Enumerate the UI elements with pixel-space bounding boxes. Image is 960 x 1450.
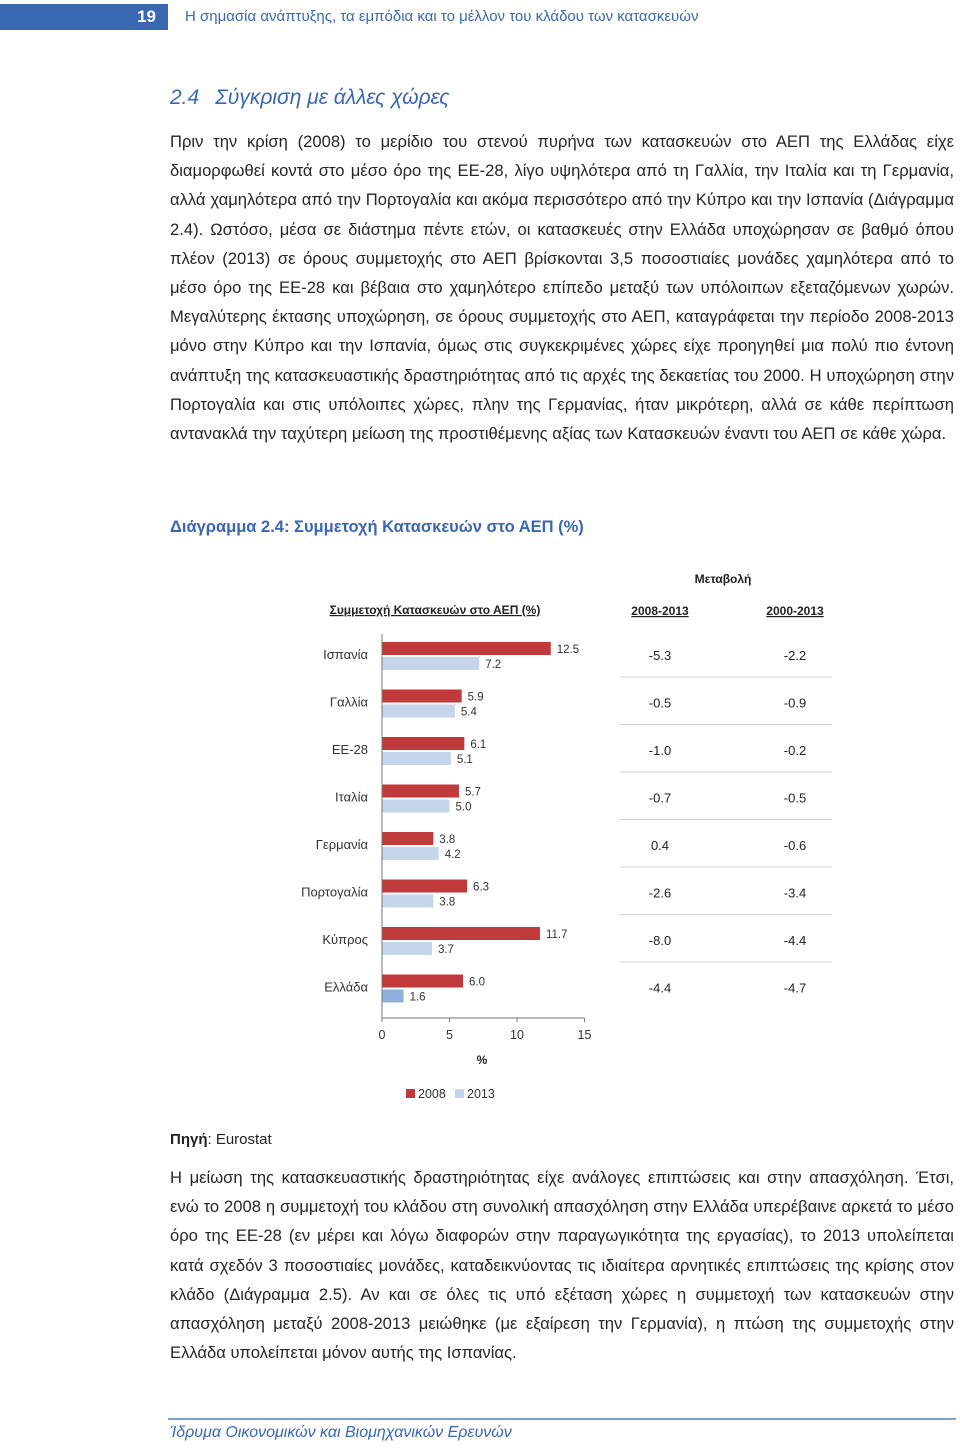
data-label-2013: 4.2 (444, 849, 461, 861)
legend-label-2008: 2008 (418, 1087, 446, 1101)
category-label: Ισπανία (323, 647, 368, 662)
change-table-header: 2008-2013 (631, 604, 689, 618)
data-label-2008: 5.9 (467, 691, 484, 704)
legend-swatch-2013 (455, 1089, 464, 1098)
paragraph-1: Πριν την κρίση (2008) το μερίδιο του στενού πυρήνα των κατασκευών στο ΑΕΠ της Ελλάδας είχε διαμορφωθεί κοντά στο μέσο όρο της ΕΕ-28, λίγο υψηλότερα από τη Γαλλία, την Ιταλία και τη Γερμανία, αλλά χαμηλότερα από την Πορτογαλία και ακόμα περισσότερο από την Κύπρο και την Ισπανία (Διάγραμμα 2.4). Ωστόσο, μέσα σε διάστημα πέντε ετών, οι κατασκευές στην Ελλάδα υποχώρησαν σε βαθμό όπου πλέον (2013) σε όρους συμμετοχής στο ΑΕΠ βρίσκονται 3,5 ποσοστιαίες μονάδες χαμηλότερα από το μέσο όρο της ΕΕ-28 και βέβαια στο χαμηλότερο επίπεδο μεταξύ των υπόλοιπων εξεταζόμενων χωρών. Μεγαλύτερης έκτασης υποχώρηση, σε όρους συμμετοχής στο ΑΕΠ, καταγράφεται την περίοδο 2008-2013 μόνο στην Κύπρο και την Ισπανία, όμως στις συγκεκριμένες χώρες είχε προηγηθεί μια πολύ πιο έντονη ανάπτυξη της κατασκευαστικής δραστηριότητας από τις αρχές της δεκαετίας του 2000. Η υποχώρηση στην Πορτογαλία και στις υπόλοιπες χώρες, πλην της Γερμανίας, ήταν μικρότερη, αλλά σε κάθε περίπτωση αντανακλά την ταχύτερη μείωση της προστιθέμενης αξίας των Κατασκευών έναντι του ΑΕΠ σε κάθε χώρα. (170, 132, 954, 444)
change-value: 0.4 (650, 838, 670, 853)
bar-2013 (382, 657, 479, 670)
change-value: -4.7 (783, 980, 807, 996)
change-value: -0.2 (783, 743, 807, 758)
chart-title: Συμμετοχή Κατασκευών στο ΑΕΠ (%) (329, 603, 541, 617)
bar-2013 (382, 895, 433, 908)
data-label-2008: 6.3 (473, 881, 490, 894)
change-value: -0.5 (648, 695, 672, 711)
change-value: -2.2 (783, 648, 807, 663)
data-label-2008: 12.5 (556, 644, 580, 656)
figure-caption: Διάγραμμα 2.4: Συμμετοχή Κατασκευών στο ΑΕΠ (%) (170, 518, 584, 536)
category-label: Γαλλία (329, 694, 368, 710)
source-text: : Eurostat (207, 1131, 272, 1148)
data-label-2008: 6.0 (469, 976, 485, 989)
bar-2008 (382, 642, 551, 655)
section-title (170, 86, 449, 110)
running-title: Η σημασία ανάπτυξης, τα εμπόδια και το μέλλον του κλάδου των κατασκευών (185, 8, 699, 25)
data-label-2008: 6.1 (470, 739, 487, 751)
source-note (170, 1131, 272, 1148)
x-tick-label: 10 (510, 1028, 524, 1042)
category-label: Πορτογαλία (301, 884, 368, 900)
bar-2008 (382, 975, 463, 988)
category-label: ΕΕ-28 (331, 742, 368, 757)
data-label-2008: 3.8 (439, 834, 456, 846)
bar-2013 (382, 942, 432, 955)
bar-2008 (382, 737, 464, 750)
data-label-2008: 11.7 (545, 929, 568, 941)
bar-2013 (382, 847, 439, 860)
data-label-2008: 5.7 (464, 786, 481, 799)
change-value: -8.0 (648, 933, 672, 948)
category-label: Κύπρος (322, 932, 368, 947)
change-value: -5.3 (648, 648, 672, 663)
section-number: 2.4 (170, 86, 200, 109)
category-label: Γερμανία (315, 837, 368, 852)
change-value: -1.0 (648, 743, 672, 758)
page-number: 19 (0, 4, 168, 30)
x-axis-label: % (476, 1053, 488, 1067)
bar-2008 (382, 832, 433, 845)
bar-2008 (382, 690, 462, 703)
change-value: -0.5 (783, 790, 807, 806)
chart-container (290, 560, 850, 1110)
change-table-title: Μεταβολή (694, 572, 752, 586)
bar-2013 (382, 990, 404, 1003)
change-value: -3.4 (783, 885, 807, 901)
x-tick-label: 15 (577, 1028, 592, 1042)
bar-2013 (382, 800, 450, 813)
footer-text: Ίδρυμα Οικονομικών και Βιομηχανικών Ερευνών (170, 1424, 512, 1441)
category-label: Ελλάδα (324, 979, 368, 995)
bar-2008 (382, 785, 459, 798)
data-label-2013: 3.8 (439, 896, 456, 909)
change-value: -4.4 (648, 980, 672, 996)
change-value: -4.4 (783, 933, 807, 948)
legend-label-2013: 2013 (467, 1087, 495, 1101)
page-header (0, 0, 960, 34)
x-tick-label: 0 (378, 1028, 386, 1042)
x-tick-label: 5 (446, 1028, 453, 1042)
data-label-2013: 7.2 (485, 659, 502, 671)
change-table-header: 2000-2013 (766, 604, 824, 618)
change-value: -0.6 (783, 838, 807, 853)
paragraph-2: Η μείωση της κατασκευαστικής δραστηριότητας είχε ανάλογες επιπτώσεις και στην απασχόληση. Έτσι, ενώ το 2008 η συμμετοχή του κλάδου στη συνολική απασχόληση στην Ελλάδα υπερέβαινε αρκετά το μέσο όρο της ΕΕ-28 (εν μέρει και λόγω διαφορών στην παραγωγικότητα της εργασίας), το 2013 υπολείπεται κατά σχεδόν 3 ποσοστιαίες μονάδες, καταδεικνύοντας τις ιδιαίτερα αρνητικές επιπτώσεις της κρίσης στον κλάδο (Διάγραμμα 2.5). Αν και σε όλες τις υπό εξέταση χώρες η συμμετοχή των κατασκευών στην απασχόληση μεταξύ 2008-2013 μειώθηκε (με εξαίρεση την Γερμανία), η πτώση της συμμετοχής στην Ελλάδα υπολείπεται μόνον αυτής της Ισπανίας. (170, 1168, 954, 1363)
change-value: -0.7 (648, 790, 672, 806)
category-label: Ιταλία (335, 789, 368, 805)
change-value: -0.9 (783, 695, 807, 711)
source-label: Πηγή (170, 1131, 208, 1148)
bar-chart (290, 560, 850, 1110)
bar-2013 (382, 752, 451, 765)
data-label-2013: 1.6 (409, 991, 426, 1004)
data-label-2013: 5.0 (455, 801, 472, 814)
bar-2008 (382, 927, 540, 940)
change-value: -2.6 (648, 885, 672, 901)
bar-2008 (382, 880, 467, 893)
bar-2013 (382, 705, 455, 718)
data-label-2013: 5.1 (456, 754, 473, 766)
footer-divider (168, 1418, 956, 1420)
section-title-text: Σύγκριση με άλλες χώρες (215, 86, 450, 109)
legend-swatch-2008 (406, 1089, 415, 1098)
data-label-2013: 3.7 (437, 944, 454, 956)
data-label-2013: 5.4 (460, 706, 477, 719)
